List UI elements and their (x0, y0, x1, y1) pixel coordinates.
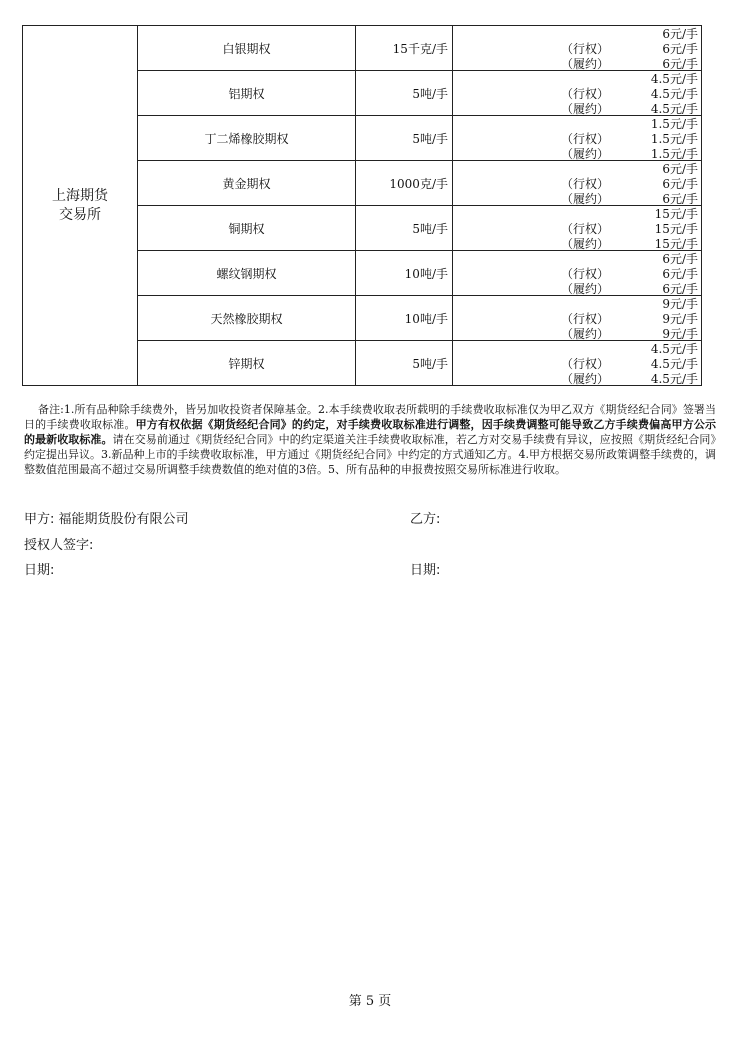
fee-value: 6元/手 (662, 252, 698, 266)
fee-values (662, 27, 698, 72)
fee-value: 15元/手 (654, 222, 698, 236)
fee-value: 1.5元/手 (650, 132, 698, 146)
product-name-cell: 黄金期权 (138, 161, 356, 206)
fee-value: 1.5元/手 (650, 117, 698, 131)
fee-value: 9元/手 (662, 312, 698, 326)
fee-type-labels (561, 42, 609, 72)
product-name-cell: 天然橡胶期权 (138, 296, 356, 341)
party-b-label: 乙方: (410, 512, 441, 527)
fee-type-exercise: （行权） (561, 267, 610, 281)
fee-type-exercise: （行权） (561, 87, 610, 101)
fee-value: 15元/手 (654, 237, 698, 251)
fee-cell (453, 206, 702, 251)
fee-cell (453, 251, 702, 296)
contract-unit-cell: 5吨/手 (356, 206, 453, 251)
fee-type-delivery: （履约） (561, 327, 610, 341)
fee-type-exercise: （行权） (561, 312, 610, 326)
fee-value: 1.5元/手 (650, 147, 698, 161)
fee-cell (453, 26, 702, 71)
exchange-name-line1: 上海期货 (52, 187, 108, 204)
contract-unit-cell: 10吨/手 (356, 251, 453, 296)
fee-type-delivery: （履约） (561, 57, 610, 71)
fee-values (651, 117, 698, 162)
product-name-cell: 丁二烯橡胶期权 (138, 116, 356, 161)
party-b-date-label: 日期: (410, 563, 441, 578)
fee-cell (453, 116, 702, 161)
fee-type-labels (561, 357, 609, 387)
fee-value: 6元/手 (662, 282, 698, 296)
fee-value: 6元/手 (662, 27, 698, 41)
fee-type-labels (561, 267, 609, 297)
fee-values (662, 252, 698, 297)
note-text-2: 请在交易前通过《期货经纪合同》中的约定渠道关注手续费收取标准，若乙方对交易手续费有异议，应按照《期货经纪合同》约定提出异议。3.新品种上市的手续费收取标准，甲方通过《期货经纪合同》中约定的方式通知乙方。4.甲方根据交易所政策调整手续费的，调整数值范围最高不超过交易所调整手续费数值的绝对值的3倍。5、所有品种的申报费按照交易所标准进行收取。 (24, 433, 717, 476)
authorized-signature-label: 授权人签字: (24, 538, 94, 553)
exchange-name-line2: 交易所 (59, 206, 101, 223)
contract-unit-cell: 5吨/手 (356, 341, 453, 386)
fee-type-delivery: （履约） (561, 192, 610, 206)
fee-type-exercise: （行权） (561, 357, 610, 371)
party-a-label: 甲方: 福能期货股份有限公司 (24, 512, 189, 527)
contract-unit-cell: 5吨/手 (356, 116, 453, 161)
fee-value: 6元/手 (662, 162, 698, 176)
fee-values (651, 342, 698, 387)
fee-table (22, 25, 702, 386)
fee-value: 6元/手 (662, 177, 698, 191)
fee-type-delivery: （履约） (561, 147, 610, 161)
fee-value: 6元/手 (662, 57, 698, 71)
fee-value: 6元/手 (662, 42, 698, 56)
fee-type-delivery: （履约） (561, 237, 610, 251)
fee-type-exercise: （行权） (561, 42, 610, 56)
fee-values (651, 72, 698, 117)
party-a-date-label: 日期: (24, 563, 55, 578)
product-name-cell: 锌期权 (138, 341, 356, 386)
fee-type-delivery: （履约） (561, 282, 610, 296)
remarks-note (24, 402, 716, 477)
contract-unit-cell: 10吨/手 (356, 296, 453, 341)
contract-unit-cell: 15千克/手 (356, 26, 453, 71)
page-number: 第 5 页 (348, 994, 392, 1009)
fee-values (662, 162, 698, 207)
fee-value: 4.5元/手 (650, 342, 698, 356)
fee-value: 4.5元/手 (650, 87, 698, 101)
fee-values (662, 297, 698, 342)
fee-type-labels (561, 87, 609, 117)
fee-value: 9元/手 (662, 327, 698, 341)
fee-type-labels (561, 312, 609, 342)
fee-type-labels (561, 222, 609, 252)
fee-type-delivery: （履约） (561, 102, 610, 116)
fee-type-delivery: （履约） (561, 372, 610, 386)
note-bold-text: 甲方有权依据《期货经纪合同》的约定，对手续费收取标准进行调整，因手续费调整可能导致乙方手续费偏高甲方公示的最新收取标准。 (24, 418, 716, 446)
product-name-cell: 白银期权 (138, 26, 356, 71)
fee-type-labels (561, 132, 609, 162)
table-row (23, 26, 702, 71)
fee-type-labels (561, 177, 609, 207)
fee-cell (453, 296, 702, 341)
fee-cell (453, 71, 702, 116)
fee-type-exercise: （行权） (561, 132, 610, 146)
contract-unit-cell: 1000克/手 (356, 161, 453, 206)
fee-value: 4.5元/手 (650, 72, 698, 86)
product-name-cell: 铜期权 (138, 206, 356, 251)
fee-values (655, 207, 698, 252)
fee-type-exercise: （行权） (561, 177, 610, 191)
fee-value: 15元/手 (654, 207, 698, 221)
fee-value: 6元/手 (662, 267, 698, 281)
fee-value: 9元/手 (662, 297, 698, 311)
fee-value: 6元/手 (662, 192, 698, 206)
product-name-cell: 铝期权 (138, 71, 356, 116)
fee-cell (453, 161, 702, 206)
exchange-cell (23, 26, 138, 386)
contract-unit-cell: 5吨/手 (356, 71, 453, 116)
fee-type-exercise: （行权） (561, 222, 610, 236)
fee-cell (453, 341, 702, 386)
fee-value: 4.5元/手 (650, 102, 698, 116)
fee-value: 4.5元/手 (650, 357, 698, 371)
fee-value: 4.5元/手 (650, 372, 698, 386)
product-name-cell: 螺纹钢期权 (138, 251, 356, 296)
note-text-1: 备注:1.所有品种除手续费外，皆另加收投资者保障基金。2.本手续费收取表所载明的手续费收取标准仅为甲乙双方《期货经纪合同》签署当日的手续费收取标准。 (24, 403, 716, 431)
